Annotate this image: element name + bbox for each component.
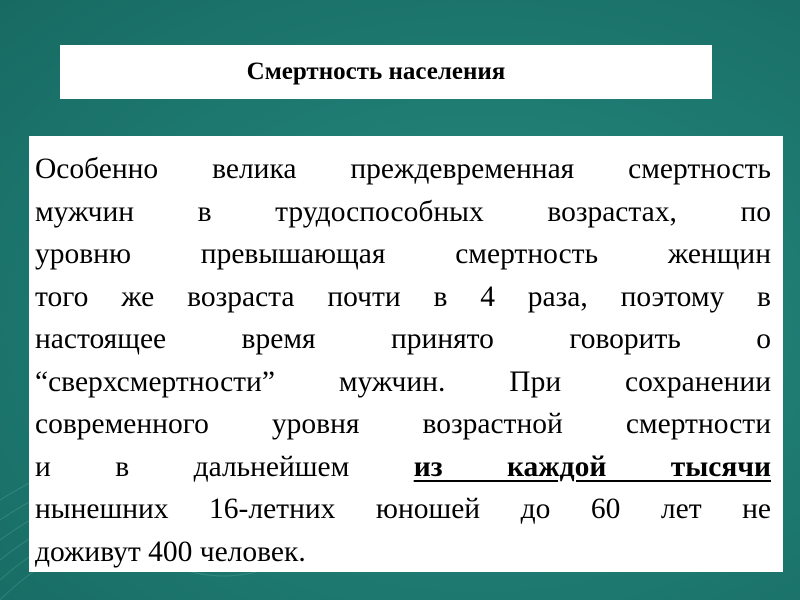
text-line: “сверхсмертности” мужчин. При сохранении <box>35 365 771 398</box>
text-line: доживут 400 человек. <box>35 535 306 568</box>
text-line: мужчин в трудоспособных возрастах, по <box>35 195 771 228</box>
text-segment: и в дальнейшем <box>35 450 414 483</box>
text-line-emphasis-row <box>35 446 771 489</box>
slide-title: Смертность населения <box>246 58 506 85</box>
content-panel <box>29 136 783 572</box>
text-line: нынешних 16-летних юношей до 60 лет не <box>35 493 771 525</box>
emphasized-phrase: из каждой тысячи <box>413 450 771 483</box>
title-banner <box>60 45 712 99</box>
text-line: Особенно велика преждевременная смертность <box>35 153 771 185</box>
text-line: настоящее время принято говорить о <box>35 323 771 355</box>
text-line: того же возраста почти в 4 раза, поэтому в <box>35 280 771 313</box>
body-paragraph <box>35 148 771 573</box>
text-line: современного уровня возрастной смертности <box>35 408 771 440</box>
text-line: уровню превышающая смертность женщин <box>35 238 771 270</box>
